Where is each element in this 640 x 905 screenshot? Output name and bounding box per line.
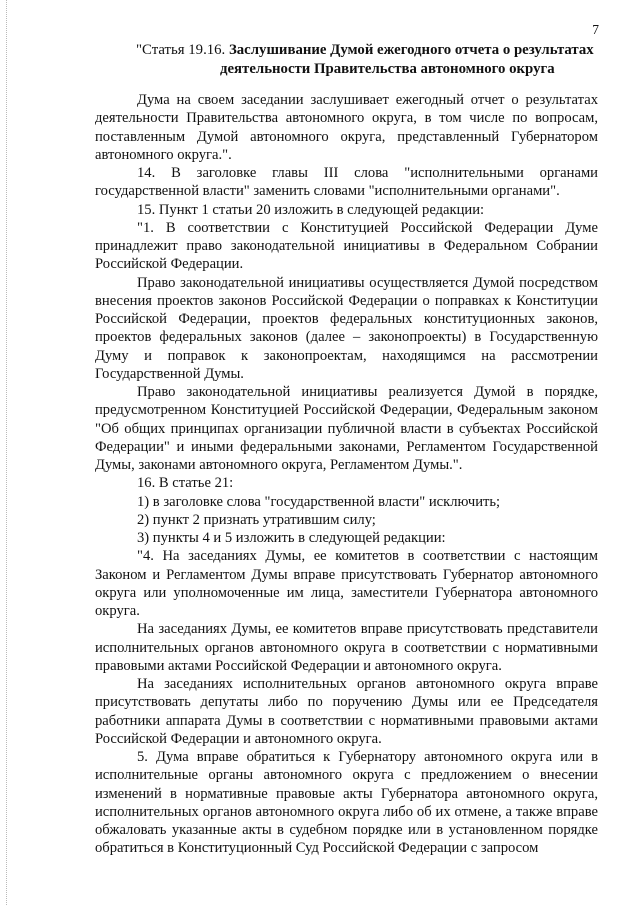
article-title-line-1: Заслушивание Думой ежегодного отчета о результатах xyxy=(228,42,594,58)
paragraph: 16. В статье 21: xyxy=(137,475,234,492)
paragraph: На заседаниях Думы, ее комитетов вправе присутствовать представители исполнительных органов автономного округа в соответствии с нормативными правовыми актами Российской Федерации и автономного округа. xyxy=(95,621,598,674)
paragraph: Право законодательной инициативы осуществляется Думой посредством внесения проектов законов Российской Федерации о поправках к Конституции Российской Федерации, проектов федеральных конституционных законов, проектов федеральных законов (далее – законопроекты) в Государственную Думу и поправок к законопроектам, находящимся на рассмотрении Государственной Думы. xyxy=(95,274,598,382)
paragraph: Право законодательной инициативы реализуется Думой в порядке, предусмотренном Конституцией Российской Федерации, Федеральным законом "Об общих принципах организации публичной власти в субъектах Российской Федерации" и иными федеральными законами, Регламентом Государственной Думы, законами автономного округа, Регламентом Думы.". xyxy=(95,384,598,473)
article-heading xyxy=(136,41,606,79)
paragraph: 14. В заголовке главы III слова "исполнительными органами государственной власти" заменить словами "исполнительными органами". xyxy=(95,165,598,200)
document-body xyxy=(95,91,598,858)
article-title-line-2: деятельности Правительства автономного округа xyxy=(220,61,555,77)
article-number: "Статья 19.16. xyxy=(136,42,229,58)
page-left-edge xyxy=(6,0,7,905)
paragraph: 1) в заголовке слова "государственной власти" исключить; xyxy=(137,493,501,510)
paragraph: 3) пункты 4 и 5 изложить в следующей редакции: xyxy=(137,530,446,546)
paragraph: "4. На заседаниях Думы, ее комитетов в соответствии с настоящим Законом и Регламентом Думы вправе присутствовать Губернатор автономного округа или уполномоченные им лица, заместители Губернатора автономного округа. xyxy=(95,548,598,619)
paragraph: 15. Пункт 1 статьи 20 изложить в следующей редакции: xyxy=(137,201,485,218)
paragraph: Дума на своем заседании заслушивает ежегодный отчет о результатах деятельности Правительства автономного округа, в том числе по вопросам, поставленным Думой автономного округа, представленный Губернатором автономного округа.". xyxy=(95,92,598,163)
page-number: 7 xyxy=(592,22,599,37)
paragraph: "1. В соответствии с Конституцией Российской Федерации Думе принадлежит право законодательной инициативы в Федеральном Собрании Российской Федерации. xyxy=(95,219,598,273)
paragraph: На заседаниях исполнительных органов автономного округа вправе присутствовать депутаты либо по поручению Думы или ее Председателя работники аппарата Думы в соответствии с нормативными правовыми актами Российской Федерации и автономного округа. xyxy=(95,676,598,747)
paragraph: 5. Дума вправе обратиться к Губернатору автономного округа или в исполнительные органы автономного округа с предложением о внесении изменений в нормативные правовые акты Губернатора автономного округа, исполнительных органов автономного округа либо об их отмене, а также вправе обжаловать указанные акты в судебном порядке или в установленном порядке обратиться в Конституционный Суд Российской Федерации с запросом xyxy=(95,749,598,857)
paragraph: 2) пункт 2 признать утратившим силу; xyxy=(137,511,376,528)
